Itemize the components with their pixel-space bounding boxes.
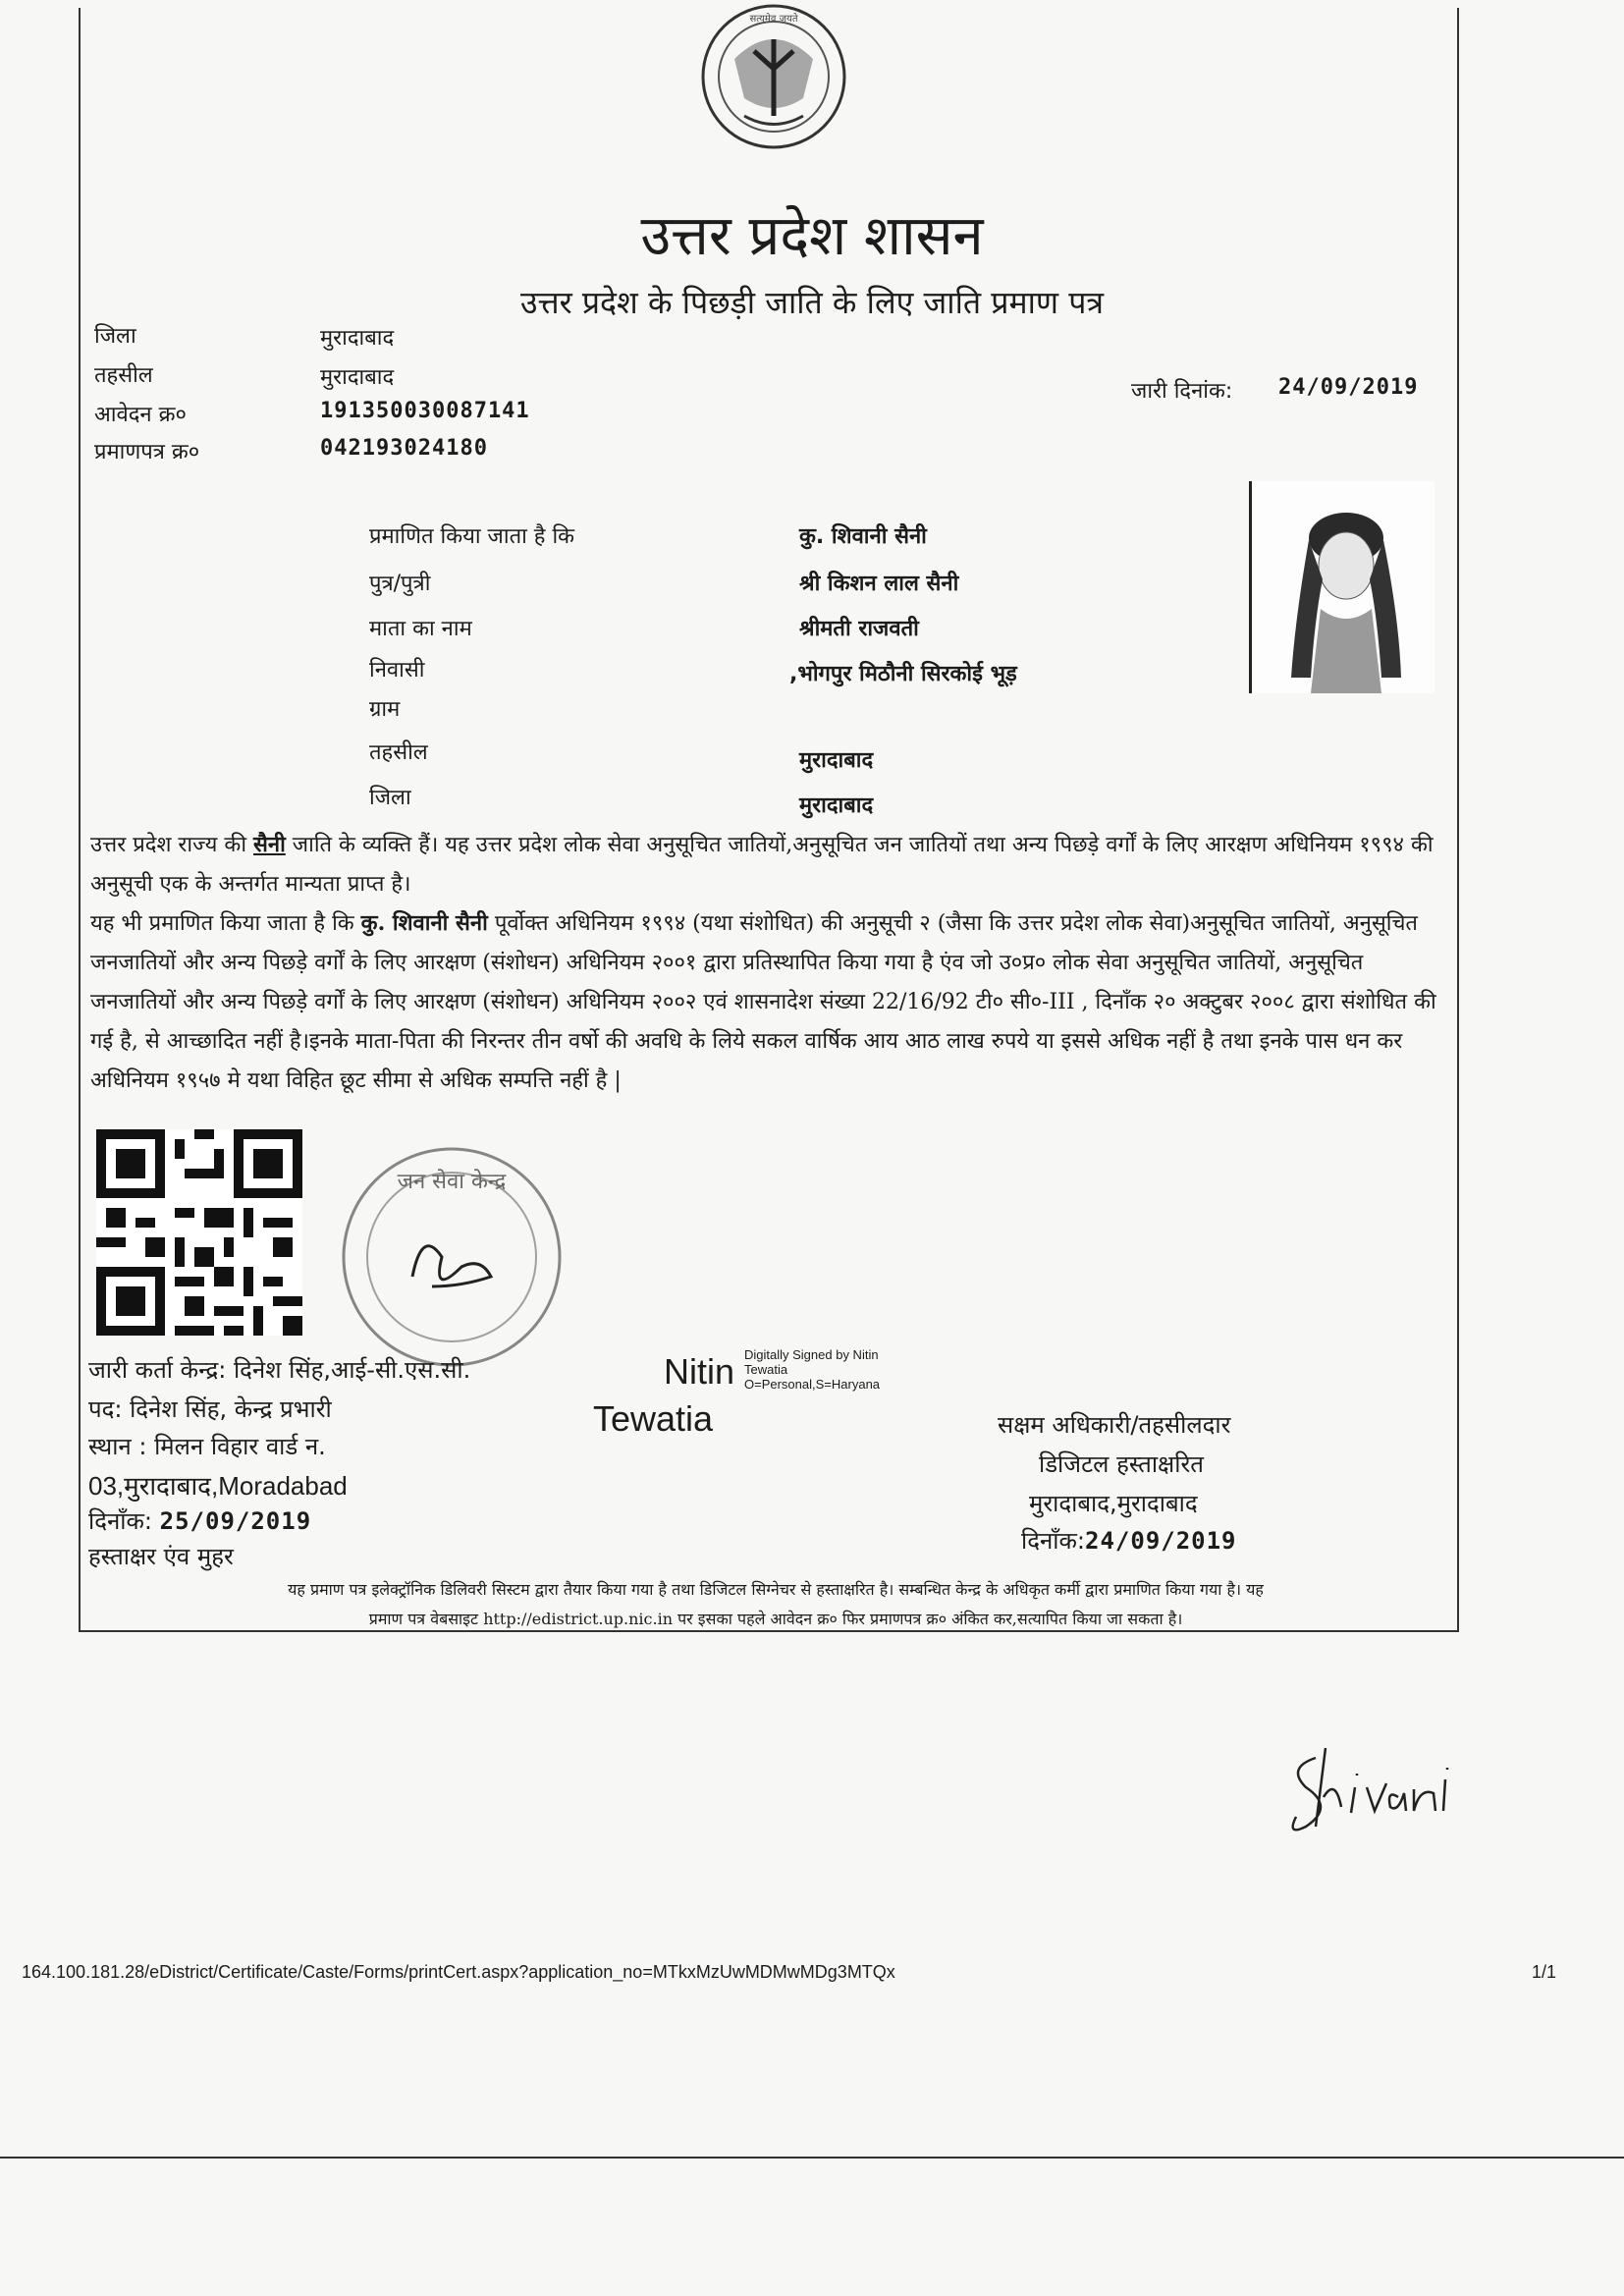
applicant-photo xyxy=(1249,481,1435,693)
resident-address: ,भोगपुर मिठौनी सिरकोई भूड़ xyxy=(789,662,1017,686)
issuer-center: जारी कर्ता केन्द्र: दिनेश सिंह,आई-सी.एस.सी. xyxy=(88,1356,471,1384)
state-emblem-icon xyxy=(676,0,872,167)
detail-label: पुत्र/पुत्री xyxy=(369,572,431,596)
detail-tehsil-value: मुरादाबाद xyxy=(799,748,874,773)
page-subtitle: उत्तर प्रदेश के पिछड़ी जाति के लिए जाति प्रमाण पत्र xyxy=(519,284,1105,321)
issuer-post: पद: दिनेश सिंह, केन्द्र प्रभारी xyxy=(88,1395,332,1423)
father-name: श्री किशन लाल सैनी xyxy=(799,572,959,596)
page-title: उत्तर प्रदेश शासन xyxy=(640,204,984,268)
detail-label: माता का नाम xyxy=(369,617,472,641)
applicant-name: कु. शिवानी सैनी xyxy=(799,524,927,549)
certification-paragraph: यह भी प्रमाणित किया जाता है कि कु. शिवानी सैनी पूर्वोक्त अधिनियम १९९४ (यथा संशोधित) की अनुसूची २ (जैसा कि उत्तर प्रदेश लोक सेवा)अनुसूचित जातियों, अनुसूचित जनजातियों और अन्य पिछड़े वर्गों के लिए आरक्षण (संशोधन) अधिनियम २००१ द्वारा प्रतिस्थापित किया गया है एंव जो उ०प्र० लोक सेवा अनुसूचित जातियों, अनुसूचित जनजातियों और अन्य पिछड़े वर्गों के लिए आरक्षण (संशोधन) अधिनियम २००२ एवं शासनादेश संख्या 22/16/92 टी० सी०-III , दिनाँक २० अक्टुबर २००८ द्वारा संशोधित की गई है, से आच्छादित नहीं है।इनके माता-पिता की निरन्तर तीन वर्षो की अवधि के लिये सकल वार्षिक आय आठ लाख रुपये या इससे अधिक नहीं है तथा इनके पास धन कर अधिनियम १९५७ मे यथा विहित छूट सीमा से अधिक सम्पत्ति नहीं है | xyxy=(90,910,1436,1093)
issuer-date: दिनाँक: 25/09/2019 xyxy=(88,1507,312,1535)
officer-date: दिनाँक:24/09/2019 xyxy=(1021,1527,1237,1555)
officer-digital-signed: डिजिटल हस्ताक्षरित xyxy=(1039,1450,1204,1478)
officer-title: सक्षम अधिकारी/तहसीलदार xyxy=(998,1411,1231,1439)
page-number: 1/1 xyxy=(1532,1962,1557,1982)
issuer-place-line2: 03,मुरादाबाद,Moradabad xyxy=(88,1471,348,1501)
caste-name: सैनी xyxy=(253,832,286,857)
detail-label: ग्राम xyxy=(369,697,401,722)
officer-place: मुरादाबाद,मुरादाबाद xyxy=(1029,1490,1198,1517)
digital-sign-details: Digitally Signed by Nitin Tewatia O=Personal,S=Haryana xyxy=(744,1347,881,1392)
tehsil-value: मुरादाबाद xyxy=(320,365,395,390)
emblem-text: सत्यमेव जयते xyxy=(749,14,798,25)
applicant-name-inline: कु. शिवानी सैनी xyxy=(360,910,488,936)
tehsil-label: तहसील xyxy=(94,363,153,388)
print-url: 164.100.181.28/eDistrict/Certificate/Caste/Forms/printCert.aspx?application_no=MTkxMzUwMDMwMDg3MTQx xyxy=(22,1962,895,1982)
digital-sign-name-line1: Nitin xyxy=(664,1351,735,1392)
scan-edge-line xyxy=(0,2157,1624,2159)
detail-label: निवासी xyxy=(369,658,425,683)
certificate-number: 042193024180 xyxy=(320,436,488,461)
officer-date-value: 24/09/2019 xyxy=(1085,1527,1237,1555)
qr-code xyxy=(96,1129,302,1336)
officer-signature-mark xyxy=(412,1246,491,1286)
detail-label: तहसील xyxy=(369,740,428,765)
issuer-date-value: 25/09/2019 xyxy=(159,1507,312,1535)
issuer-place-line1: स्थान : मिलन विहार वार्ड न. xyxy=(88,1433,326,1460)
signature-name: Shivani xyxy=(1370,1844,1374,1845)
footer-note: यह प्रमाण पत्र इलेक्ट्रॉनिक डिलिवरी सिस्टम द्वारा तैयार किया गया है तथा डिजिटल सिग्नेचर से हस्ताक्षरित है। सम्बन्धित केन्द्र के अधिकृत कर्मी द्वारा प्रमाणित किया गया है। यह प्रमाण पत्र वेबसाइट http://edistrict.up.nic.in पर इसका पहले आवेदन क्र० फिर प्रमाणपत्र क्र० अंकित कर,सत्यापित किया जा सकता है। xyxy=(288,1580,1264,1628)
application-label: आवेदन क्र० xyxy=(94,403,187,427)
sign-and-seal-label: हस्ताक्षर एंव मुहर xyxy=(88,1543,234,1570)
district-label: जिला xyxy=(94,324,136,349)
mother-name: श्रीमती राजवती xyxy=(799,617,919,641)
detail-label: प्रमाणित किया जाता है कि xyxy=(369,524,575,549)
detail-district-value: मुरादाबाद xyxy=(799,793,874,818)
caste-paragraph: उत्तर प्रदेश राज्य की सैनी जाति के व्यक्ति हैं। यह उत्तर प्रदेश लोक सेवा अनुसूचित जातियों,अनुसूचित जन जातियों तथा अन्य पिछड़े वर्गों के लिए आरक्षण अधिनियम १९९४ की अनुसूची एक के अन्तर्गत मान्यता प्राप्त है। xyxy=(90,832,1434,897)
handwritten-signature xyxy=(1276,1728,1463,1846)
certificate-label: प्रमाणपत्र क्र० xyxy=(94,440,200,465)
stamp-text: जन सेवा केन्द्र xyxy=(397,1170,507,1194)
issue-date-value: 24/09/2019 xyxy=(1278,375,1419,400)
issue-date-label: जारी दिनांक: xyxy=(1131,379,1233,404)
digital-sign-name-line2: Tewatia xyxy=(593,1398,714,1439)
office-stamp xyxy=(334,1139,569,1375)
district-value: मुरादाबाद xyxy=(320,326,395,351)
application-number: 191350030087141 xyxy=(320,399,530,423)
detail-label: जिला xyxy=(369,786,411,810)
